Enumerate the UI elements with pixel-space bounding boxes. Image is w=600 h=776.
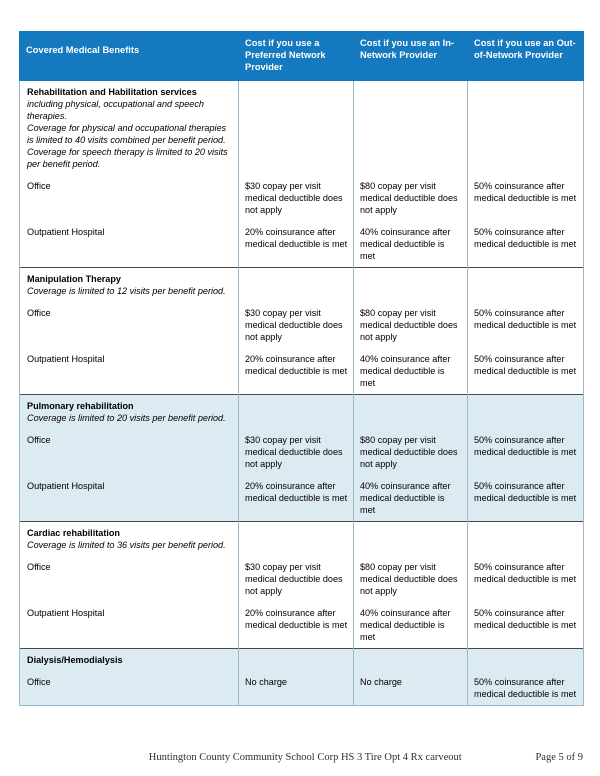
benefit-label-cell: Outpatient Hospital <box>20 475 239 522</box>
cost-in-network-cell: 40% coinsurance after medical deductible is met <box>354 602 468 649</box>
section-preferred-cell <box>239 649 354 672</box>
section-preferred-cell <box>239 395 354 430</box>
cost-in-network-cell: 40% coinsurance after medical deductible is met <box>354 348 468 395</box>
section-title: Dialysis/Hemodialysis <box>27 655 123 666</box>
section-note-primary: Coverage is limited to 20 visits per benefit period. <box>27 413 226 424</box>
page-footer <box>19 752 583 763</box>
section-note-primary: Coverage is limited to 12 visits per benefit period. <box>27 286 226 297</box>
section-in-network-cell <box>354 649 468 672</box>
header-row <box>20 32 584 81</box>
section-title-cell <box>20 522 239 557</box>
cost-out-of-network-cell: 50% coinsurance after medical deductible is met <box>468 221 584 268</box>
benefit-label-cell: Office <box>20 671 239 706</box>
section-out-of-network-cell <box>468 268 584 303</box>
section-out-of-network-cell <box>468 81 584 176</box>
cost-out-of-network-cell: 50% coinsurance after medical deductible is met <box>468 429 584 475</box>
section-header-row <box>20 395 584 430</box>
cost-out-of-network-cell: 50% coinsurance after medical deductible is met <box>468 602 584 649</box>
benefit-label-cell: Office <box>20 175 239 221</box>
table-row <box>20 475 584 522</box>
section-title: Cardiac rehabilitation <box>27 528 120 539</box>
table-row <box>20 221 584 268</box>
column-header-preferred-network-provider: Cost if you use a Preferred Network Provider <box>239 32 354 81</box>
table-row <box>20 175 584 221</box>
table-row <box>20 429 584 475</box>
cost-preferred-network-cell: 20% coinsurance after medical deductible is met <box>239 475 354 522</box>
cost-out-of-network-cell: 50% coinsurance after medical deductible is met <box>468 475 584 522</box>
cost-preferred-network-cell: 20% coinsurance after medical deductible is met <box>239 221 354 268</box>
cost-out-of-network-cell: 50% coinsurance after medical deductible is met <box>468 556 584 602</box>
section-title: Rehabilitation and Habilitation services <box>27 87 197 98</box>
column-header-in-network-provider: Cost if you use an In-Network Provider <box>354 32 468 81</box>
section-preferred-cell <box>239 522 354 557</box>
cost-in-network-cell: 40% coinsurance after medical deductible is met <box>354 221 468 268</box>
footer-page-number: Page 5 of 9 <box>535 752 583 763</box>
table-row <box>20 602 584 649</box>
section-in-network-cell <box>354 268 468 303</box>
table-row <box>20 671 584 706</box>
section-out-of-network-cell <box>468 649 584 672</box>
section-note-primary: including physical, occupational and speech therapies. <box>27 99 204 122</box>
cost-preferred-network-cell: 20% coinsurance after medical deductible is met <box>239 348 354 395</box>
section-in-network-cell <box>354 395 468 430</box>
table-row <box>20 348 584 395</box>
cost-out-of-network-cell: 50% coinsurance after medical deductible is met <box>468 175 584 221</box>
section-note-primary: Coverage is limited to 36 visits per benefit period. <box>27 540 226 551</box>
cost-in-network-cell: No charge <box>354 671 468 706</box>
column-header-out-of-network-provider: Cost if you use an Out-of-Network Provider <box>468 32 584 81</box>
section-title-cell <box>20 81 239 176</box>
column-header-covered-medical-benefits: Covered Medical Benefits <box>20 32 239 81</box>
cost-in-network-cell: 40% coinsurance after medical deductible is met <box>354 475 468 522</box>
benefit-label-cell: Office <box>20 302 239 348</box>
section-title: Manipulation Therapy <box>27 274 121 285</box>
cost-out-of-network-cell: 50% coinsurance after medical deductible is met <box>468 671 584 706</box>
benefit-label-cell: Outpatient Hospital <box>20 221 239 268</box>
benefit-label-cell: Outpatient Hospital <box>20 348 239 395</box>
section-title: Pulmonary rehabilitation <box>27 401 134 412</box>
cost-out-of-network-cell: 50% coinsurance after medical deductible is met <box>468 302 584 348</box>
section-title-cell <box>20 268 239 303</box>
footer-document-title: Huntington County Community School Corp HS 3 Tire Opt 4 Rx carveout <box>148 752 462 763</box>
section-title-cell <box>20 395 239 430</box>
cost-preferred-network-cell: $30 copay per visit medical deductible does not apply <box>239 175 354 221</box>
benefit-label-cell: Office <box>20 556 239 602</box>
section-note-secondary: Coverage for physical and occupational therapies is limited to 40 visits combined per benefit period. Coverage for speech therapy is limited to 20 visits per benefit period. <box>27 123 228 170</box>
cost-preferred-network-cell: $30 copay per visit medical deductible does not apply <box>239 302 354 348</box>
benefit-label-cell: Office <box>20 429 239 475</box>
section-preferred-cell <box>239 268 354 303</box>
section-header-row <box>20 649 584 672</box>
section-out-of-network-cell <box>468 395 584 430</box>
section-header-row <box>20 522 584 557</box>
cost-out-of-network-cell: 50% coinsurance after medical deductible is met <box>468 348 584 395</box>
cost-preferred-network-cell: 20% coinsurance after medical deductible is met <box>239 602 354 649</box>
section-out-of-network-cell <box>468 522 584 557</box>
table-row <box>20 556 584 602</box>
section-header-row <box>20 268 584 303</box>
cost-in-network-cell: $80 copay per visit medical deductible does not apply <box>354 556 468 602</box>
cost-in-network-cell: $80 copay per visit medical deductible does not apply <box>354 302 468 348</box>
cost-in-network-cell: $80 copay per visit medical deductible does not apply <box>354 429 468 475</box>
cost-preferred-network-cell: $30 copay per visit medical deductible does not apply <box>239 556 354 602</box>
section-preferred-cell <box>239 81 354 176</box>
section-in-network-cell <box>354 522 468 557</box>
cost-preferred-network-cell: No charge <box>239 671 354 706</box>
covered-medical-benefits-table <box>19 31 584 706</box>
section-header-row <box>20 81 584 176</box>
table-body <box>20 81 584 706</box>
table-row <box>20 302 584 348</box>
table-header <box>20 32 584 81</box>
section-in-network-cell <box>354 81 468 176</box>
cost-in-network-cell: $80 copay per visit medical deductible does not apply <box>354 175 468 221</box>
section-title-cell <box>20 649 239 672</box>
cost-preferred-network-cell: $30 copay per visit medical deductible does not apply <box>239 429 354 475</box>
benefit-label-cell: Outpatient Hospital <box>20 602 239 649</box>
